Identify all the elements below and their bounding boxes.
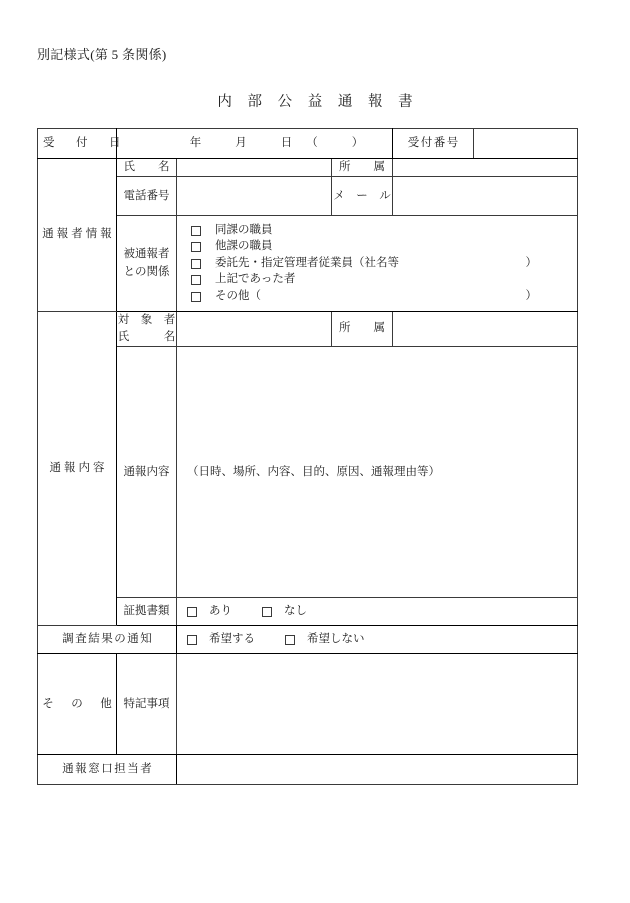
checkbox-icon[interactable] xyxy=(191,226,201,236)
weekday-paren-close: ） xyxy=(351,136,364,149)
relation-options-cell xyxy=(177,216,578,312)
notification-options-cell xyxy=(177,626,578,654)
remarks-field[interactable] xyxy=(177,654,578,755)
relation-option-close-paren: ） xyxy=(525,289,538,302)
relation-option-0[interactable] xyxy=(191,222,569,239)
table-row-report-content xyxy=(38,347,578,598)
table-row-reception xyxy=(38,129,578,159)
subject-name-label xyxy=(117,311,177,347)
subject-affiliation-field[interactable] xyxy=(393,311,578,347)
date-month-label: 月 xyxy=(235,136,247,149)
relation-label-line1: 被通報者 xyxy=(123,248,170,261)
table-row-reporter-contact xyxy=(38,177,578,216)
subject-affiliation-label: 所 属 xyxy=(332,311,393,347)
staff-label: 通報窓口担当者 xyxy=(38,755,177,785)
evidence-option-list xyxy=(177,599,577,624)
notification-option-label: 希望する xyxy=(209,633,255,646)
subject-name-label-line1: 対 象 者 xyxy=(117,313,176,326)
relation-option-4[interactable] xyxy=(191,288,569,305)
reception-date-label: 受 付 日 xyxy=(38,129,117,159)
form-code-text: 別記様式(第 5 条関係) xyxy=(37,47,167,62)
evidence-label: 証拠書類 xyxy=(117,598,177,626)
table-row-notification xyxy=(38,626,578,654)
relation-option-label: その他（ xyxy=(215,289,261,302)
checkbox-icon[interactable] xyxy=(187,635,197,645)
checkbox-icon[interactable] xyxy=(191,292,201,302)
report-section-label: 通報内容 xyxy=(38,311,117,626)
relation-option-2[interactable] xyxy=(191,255,569,272)
table-row-staff xyxy=(38,755,578,785)
reporter-name-field[interactable] xyxy=(177,159,332,177)
date-year-label: 年 xyxy=(189,136,202,149)
relation-option-label: 同課の職員 xyxy=(215,223,273,236)
checkbox-icon[interactable] xyxy=(187,607,197,617)
reporter-phone-field[interactable] xyxy=(177,177,332,216)
relation-option-label: 他課の職員 xyxy=(215,240,273,253)
notification-option-label: 希望しない xyxy=(307,633,365,646)
checkbox-icon[interactable] xyxy=(191,275,201,285)
other-section-label: そ の 他 xyxy=(38,654,117,755)
table-row-other xyxy=(38,654,578,755)
reporter-affiliation-label: 所 属 xyxy=(332,159,393,177)
table-row-relation xyxy=(38,216,578,312)
notification-label: 調査結果の通知 xyxy=(38,626,177,654)
table-row-subject xyxy=(38,311,578,347)
subject-name-field[interactable] xyxy=(177,311,332,347)
notification-option-0[interactable] xyxy=(187,631,255,648)
relation-option-list xyxy=(177,216,577,311)
reception-number-field[interactable] xyxy=(474,129,578,159)
evidence-option-label: なし xyxy=(284,605,307,618)
table-row-reporter-name xyxy=(38,159,578,177)
table-row-evidence xyxy=(38,598,578,626)
relation-option-3[interactable] xyxy=(191,272,569,289)
relation-option-close-paren: ） xyxy=(525,256,538,269)
date-day-label: 日 xyxy=(280,136,293,149)
remarks-label: 特記事項 xyxy=(117,654,177,755)
evidence-option-0[interactable] xyxy=(187,603,232,620)
checkbox-icon[interactable] xyxy=(285,635,295,645)
checkbox-icon[interactable] xyxy=(262,607,272,617)
reporter-affiliation-field[interactable] xyxy=(393,159,578,177)
evidence-option-1[interactable] xyxy=(262,603,307,620)
reporter-name-label: 氏 名 xyxy=(117,159,177,177)
report-content-hint: （日時、場所、内容、目的、原因、通報理由等） xyxy=(187,465,440,478)
notification-option-1[interactable] xyxy=(285,631,365,648)
relation-option-1[interactable] xyxy=(191,239,569,256)
reception-date-value xyxy=(117,135,392,152)
document-title: 内 部 公 益 通 報 書 xyxy=(217,94,419,110)
staff-field[interactable] xyxy=(177,755,578,785)
notification-option-list xyxy=(177,627,577,652)
reporter-mail-label: メ ー ル xyxy=(332,177,393,216)
reception-number-label: 受付番号 xyxy=(393,129,474,159)
evidence-option-label: あり xyxy=(209,605,232,618)
reporter-phone-label: 電話番号 xyxy=(117,177,177,216)
reception-date-field[interactable] xyxy=(117,129,393,159)
relation-option-label: 委託先・指定管理者従業員（社名等 xyxy=(215,256,399,269)
checkbox-icon[interactable] xyxy=(191,259,201,269)
report-content-value xyxy=(177,481,577,486)
reporter-section-label: 通報者情報 xyxy=(38,159,117,312)
relation-option-label: 上記であった者 xyxy=(215,273,296,286)
relation-label-line2: との関係 xyxy=(123,265,170,278)
report-content-field[interactable] xyxy=(177,347,578,598)
checkbox-icon[interactable] xyxy=(191,242,201,252)
subject-name-label-line2: 氏 名 xyxy=(117,331,176,343)
report-content-label: 通報内容 xyxy=(117,347,177,598)
public-interest-report-form-table xyxy=(37,128,578,785)
evidence-options-cell xyxy=(177,598,578,626)
relation-label xyxy=(117,216,177,312)
weekday-paren-open: （ xyxy=(306,136,318,149)
reporter-mail-field[interactable] xyxy=(393,177,578,216)
